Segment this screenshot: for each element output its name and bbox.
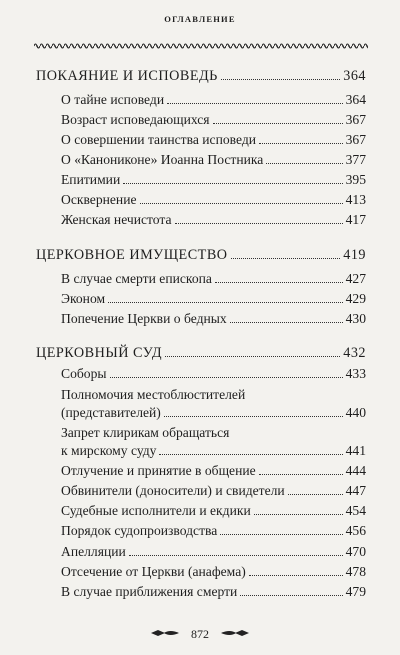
page-number: 440 bbox=[345, 405, 366, 420]
dot-leader bbox=[129, 555, 343, 556]
left-ornament-icon bbox=[150, 627, 180, 642]
dot-leader bbox=[259, 143, 343, 144]
page-number: 456 bbox=[345, 523, 366, 538]
item-label: В случае приближения смерти bbox=[61, 584, 238, 599]
toc-section[interactable] bbox=[36, 68, 366, 84]
dot-leader bbox=[266, 163, 342, 164]
item-label: Женская нечистота bbox=[61, 212, 172, 227]
page-number: 430 bbox=[345, 311, 366, 326]
toc-item[interactable] bbox=[61, 291, 366, 307]
page-number: 478 bbox=[345, 564, 366, 579]
item-label: Попечение Церкви о бедных bbox=[61, 311, 227, 326]
section-title: ЦЕРКОВНЫЙ СУД bbox=[36, 345, 163, 361]
page-number: 364 bbox=[345, 92, 366, 107]
page-number: 479 bbox=[345, 584, 366, 599]
toc-item[interactable] bbox=[61, 311, 366, 327]
page-number: 427 bbox=[345, 271, 366, 286]
item-label: Отлучение и принятие в общение bbox=[61, 463, 256, 478]
dot-leader bbox=[159, 454, 342, 455]
page-number: 444 bbox=[345, 463, 366, 478]
item-label: Возраст исповедающихся bbox=[61, 112, 210, 127]
page-number: 364 bbox=[343, 68, 366, 84]
right-ornament-icon bbox=[220, 627, 250, 642]
item-label: к мирскому суду bbox=[61, 443, 157, 458]
toc-item[interactable] bbox=[61, 92, 366, 108]
toc-item[interactable] bbox=[61, 564, 366, 580]
page-number: 367 bbox=[345, 132, 366, 147]
dot-leader bbox=[213, 123, 343, 124]
dot-leader bbox=[249, 575, 343, 576]
toc-item[interactable] bbox=[61, 544, 366, 560]
item-label: Осквернение bbox=[61, 192, 137, 207]
page-number: 377 bbox=[345, 152, 366, 167]
page-number: 441 bbox=[345, 443, 366, 458]
item-label: Обвинители (доносители) и свидетели bbox=[61, 483, 285, 498]
item-label: Епитимии bbox=[61, 172, 121, 187]
toc-item[interactable] bbox=[61, 112, 366, 128]
item-label: В случае смерти епископа bbox=[61, 271, 212, 286]
toc-item[interactable] bbox=[61, 443, 366, 459]
dot-leader bbox=[215, 282, 343, 283]
dot-leader bbox=[108, 302, 343, 303]
toc-item[interactable] bbox=[61, 405, 366, 421]
page-number: 417 bbox=[345, 212, 366, 227]
toc-section[interactable] bbox=[36, 345, 366, 361]
page-number: 413 bbox=[345, 192, 366, 207]
toc-item[interactable] bbox=[61, 192, 366, 208]
page-number: 433 bbox=[345, 366, 366, 381]
item-label: Соборы bbox=[61, 366, 107, 381]
item-label: Апелляции bbox=[61, 544, 126, 559]
item-label-line: Запрет клирикам обращаться bbox=[61, 425, 230, 440]
toc-item[interactable] bbox=[61, 584, 366, 600]
ornament-divider bbox=[34, 42, 368, 50]
page-number: 395 bbox=[345, 172, 366, 187]
running-head: ОГЛАВЛЕНИЕ bbox=[164, 14, 236, 24]
page-footer bbox=[0, 626, 400, 642]
item-label: Эконом bbox=[61, 291, 106, 306]
page-number: 429 bbox=[345, 291, 366, 306]
section-title: ЦЕРКОВНОЕ ИМУЩЕСТВО bbox=[36, 247, 228, 263]
item-label: О совершении таинства исповеди bbox=[61, 132, 257, 147]
toc-section[interactable] bbox=[36, 247, 366, 263]
toc-item[interactable] bbox=[61, 523, 366, 539]
dot-leader bbox=[165, 356, 340, 357]
item-label: Судебные исполнители и екдики bbox=[61, 503, 251, 518]
item-label-line: Полномочия местоблюстителей bbox=[61, 387, 246, 402]
toc-item[interactable] bbox=[61, 503, 366, 519]
dot-leader bbox=[288, 494, 343, 495]
item-label: О «Канониконе» Иоанна Постника bbox=[61, 152, 264, 167]
dot-leader bbox=[259, 474, 343, 475]
dot-leader bbox=[221, 79, 340, 80]
page-number: 432 bbox=[343, 345, 366, 361]
item-label: О тайне исповеди bbox=[61, 92, 165, 107]
section-title: ПОКАЯНИЕ И ИСПОВЕДЬ bbox=[36, 68, 218, 84]
dot-leader bbox=[164, 416, 343, 417]
toc-item[interactable] bbox=[61, 483, 366, 499]
dot-leader bbox=[140, 203, 343, 204]
toc-item[interactable] bbox=[61, 366, 366, 382]
page-number: 367 bbox=[345, 112, 366, 127]
dot-leader bbox=[110, 377, 343, 378]
dot-leader bbox=[175, 223, 343, 224]
dot-leader bbox=[231, 258, 341, 259]
item-label: Порядок судопроизводства bbox=[61, 523, 218, 538]
dot-leader bbox=[167, 103, 343, 104]
page-number-footer: 872 bbox=[191, 626, 209, 641]
toc-item[interactable] bbox=[61, 132, 366, 148]
page-number: 454 bbox=[345, 503, 366, 518]
toc-item[interactable] bbox=[61, 271, 366, 287]
dot-leader bbox=[254, 514, 343, 515]
dot-leader bbox=[240, 595, 342, 596]
item-label: (представителей) bbox=[61, 405, 161, 420]
page-number: 447 bbox=[345, 483, 366, 498]
item-label: Отсечение от Церкви (анафема) bbox=[61, 564, 246, 579]
dot-leader bbox=[220, 534, 342, 535]
toc-item[interactable] bbox=[61, 463, 366, 479]
dot-leader bbox=[123, 183, 342, 184]
dot-leader bbox=[230, 322, 343, 323]
toc-item[interactable] bbox=[61, 172, 366, 188]
page-number: 419 bbox=[343, 247, 366, 263]
page-number: 470 bbox=[345, 544, 366, 559]
toc-item[interactable] bbox=[61, 152, 366, 168]
toc-item[interactable] bbox=[61, 212, 366, 228]
